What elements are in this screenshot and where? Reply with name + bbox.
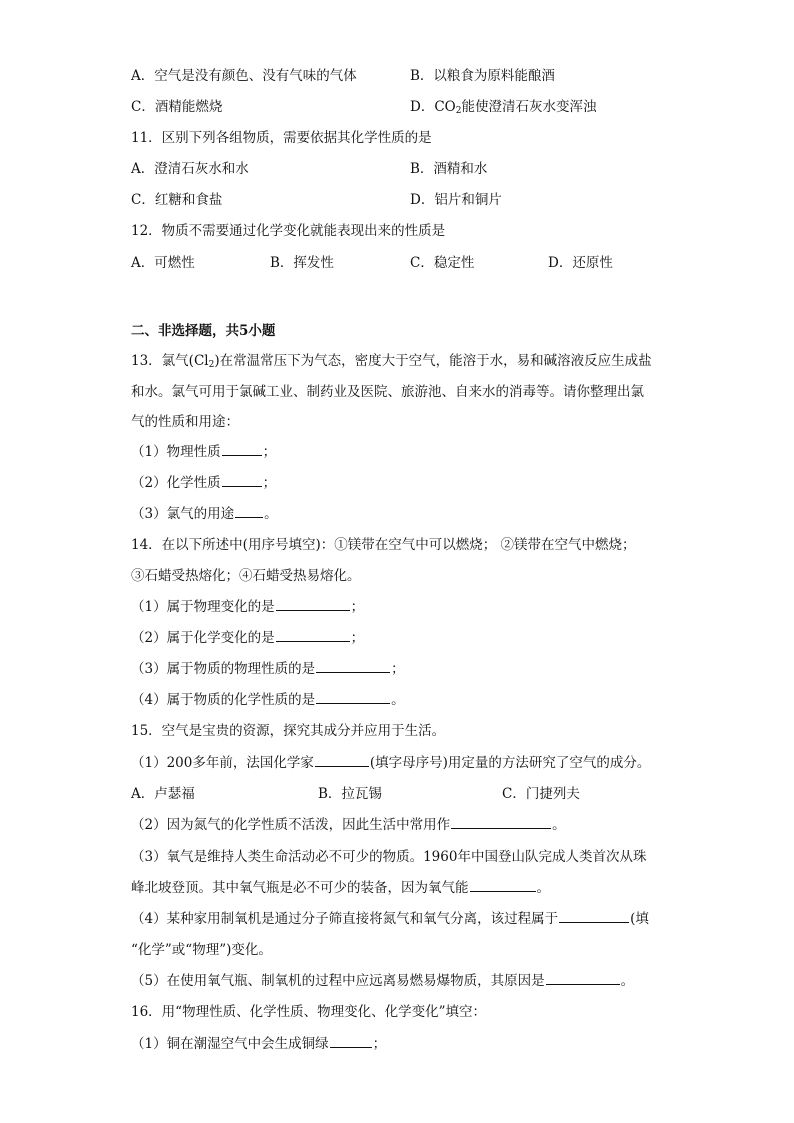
- q14-part-1: （1）属于物理变化的是 ；: [131, 599, 365, 615]
- q12-option-a: A．可燃性: [131, 255, 195, 271]
- q10-option-a: A．空气是没有颜色、没有气味的气体: [131, 68, 357, 84]
- q15-stem: 15．空气是宝贵的资源，探究其成分并应用于生活。: [131, 723, 446, 739]
- q15-part-4-line-2: “化学”或“物理”)变化。: [131, 942, 272, 958]
- answer-blank[interactable]: [276, 598, 350, 611]
- answer-blank[interactable]: [559, 910, 629, 923]
- q15-part-5: （5）在使用氧气瓶、制氧机的过程中应远离易燃易爆物质，其原因是 。: [131, 973, 635, 989]
- q15-part-4-line-1: （4）某种家用制氧机是通过分子筛直接将氮气和氧气分离，该过程属于 (填: [131, 911, 649, 927]
- q13-line-3: 气的性质和用途：: [131, 414, 239, 430]
- q14-part-4: （4）属于物质的化学性质的是 。: [131, 692, 405, 708]
- q15-option-c: C．门捷列夫: [502, 786, 580, 802]
- q15-option-b: B．拉瓦锡: [318, 786, 382, 802]
- q14-part-2: （2）属于化学变化的是 ；: [131, 630, 365, 646]
- q15-part-3-line-1: （3）氧气是维持人类生命活动必不可少的物质。1960年中国登山队完成人类首次从珠: [131, 849, 647, 865]
- q11-option-c: C．红糖和食盐: [131, 192, 223, 208]
- answer-blank[interactable]: [546, 972, 620, 985]
- answer-blank[interactable]: [235, 505, 263, 518]
- answer-blank[interactable]: [222, 474, 262, 487]
- q15-part-3-line-2: 峰北坡登顶。其中氧气瓶是必不可少的装备，因为氧气能 。: [131, 880, 550, 896]
- answer-blank[interactable]: [276, 629, 350, 642]
- answer-blank[interactable]: [316, 660, 390, 673]
- q14-part-3: （3）属于物质的物理性质的是 ；: [131, 661, 405, 677]
- q13-part-2: （2）化学性质 ；: [131, 475, 277, 491]
- q10-option-d: D．$CO_2$能使澄清石灰水变浑浊: [410, 99, 597, 116]
- q11-option-a: A．澄清石灰水和水: [131, 161, 249, 177]
- q12-option-c: C．稳定性: [410, 255, 475, 271]
- q15-part-1: （1）200多年前，法国化学家 (填字母序号)用定量的方法研究了空气的成分。: [131, 755, 651, 771]
- section-heading: 二、非选择题，共5小题: [131, 323, 276, 339]
- q10-option-c: C．酒精能燃烧: [131, 99, 223, 115]
- q13-line-2: 和水。氯气可用于氯碱工业、制药业及医院、旅游池、自来水的消毒等。请你整理出氯: [131, 384, 644, 400]
- q11-option-d: D．铝片和铜片: [410, 192, 502, 208]
- answer-blank[interactable]: [470, 879, 536, 892]
- q12-option-d: D．还原性: [548, 255, 613, 271]
- q12-stem: 12．物质不需要通过化学变化就能表现出来的性质是: [131, 223, 446, 239]
- q16-part-1: （1）铜在潮湿空气中会生成铜绿 ；: [131, 1036, 387, 1052]
- q14-line-1: 14．在以下所述中(用序号填空)：①镁带在空气中可以燃烧； ②镁带在空气中燃烧；: [131, 537, 636, 553]
- q10-option-b: B．以粮食为原料能酿酒: [410, 68, 555, 84]
- answer-blank[interactable]: [316, 691, 390, 704]
- q11-option-b: B．酒精和水: [410, 161, 488, 177]
- answer-blank[interactable]: [222, 443, 262, 456]
- q13-line-1: 13．氯气$(Cl_2)$在常温常压下为气态，密度大于空气，能溶于水，易和碱溶液反应生成盐: [131, 353, 652, 370]
- q16-stem: 16．用“物理性质、化学性质、物理变化、化学变化”填空：: [131, 1004, 486, 1020]
- q11-stem: 11．区别下列各组物质，需要依据其化学性质的是: [131, 130, 432, 146]
- q14-line-2: ③石蜡受热熔化；④石蜡受热易熔化。: [131, 568, 361, 584]
- q12-option-b: B．挥发性: [270, 255, 334, 271]
- answer-blank[interactable]: [315, 754, 369, 767]
- answer-blank[interactable]: [330, 1035, 372, 1048]
- q15-option-a: A．卢瑟福: [131, 786, 195, 802]
- q13-part-1: （1）物理性质 ；: [131, 444, 277, 460]
- q15-part-2: （2）因为氮气的化学性质不活泼，因此生活中常用作 。: [131, 817, 566, 833]
- q13-part-3: （3）氯气的用途 。: [131, 506, 278, 522]
- answer-blank[interactable]: [451, 816, 551, 829]
